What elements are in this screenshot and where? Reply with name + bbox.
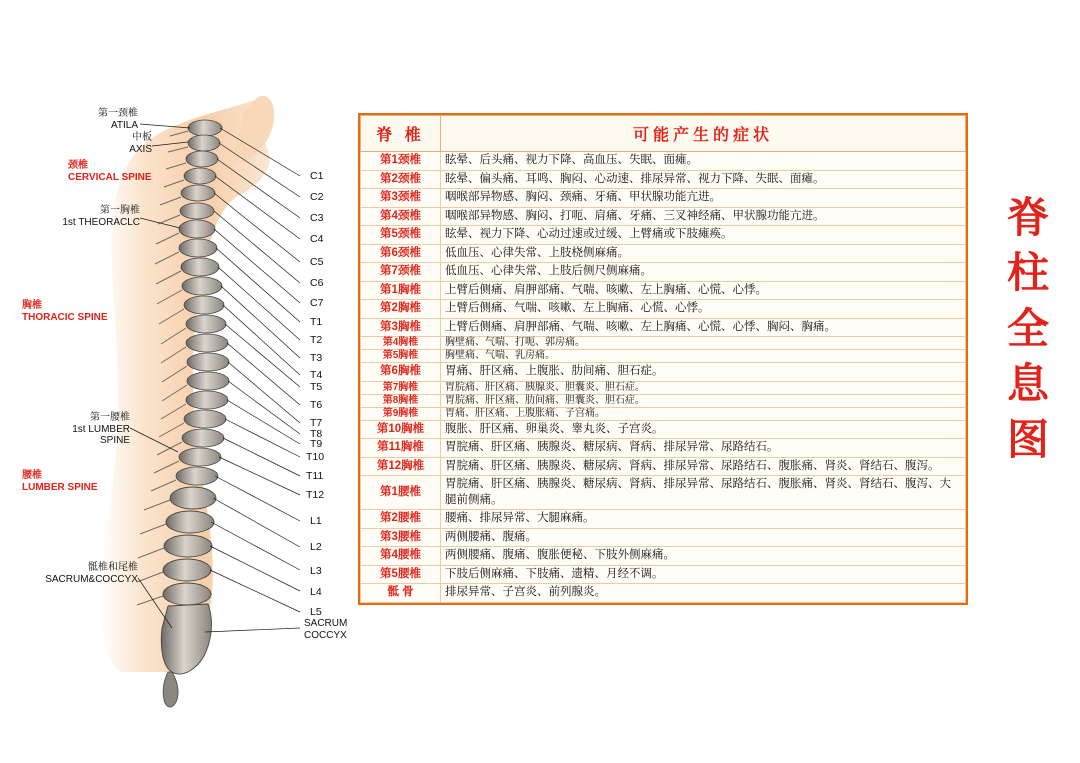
cell-vertebra: 第3颈椎 <box>361 189 441 208</box>
annotation-lumber-spine: 腰椎 LUMBER SPINE <box>22 470 98 493</box>
table-row <box>361 528 966 547</box>
vertebra-tick-c1: C1 <box>310 170 324 182</box>
vertebra-tick-t11: T11 <box>306 470 324 482</box>
table-row <box>361 263 966 282</box>
cell-vertebra: 骶 骨 <box>361 584 441 603</box>
cell-vertebra: 第6颈椎 <box>361 244 441 263</box>
vertebra-tick-c6: C6 <box>310 277 324 289</box>
cell-vertebra: 第12胸椎 <box>361 457 441 476</box>
cell-vertebra: 第2腰椎 <box>361 510 441 529</box>
cell-symptoms: 咽喉部异物感、胸闷、颈痛、牙痛、甲状腺功能亢进。 <box>441 189 966 208</box>
annotation-thoracic-spine: 胸椎 THORACIC SPINE <box>22 300 108 323</box>
cell-symptoms: 低血压、心律失常、上肢桡侧麻痛。 <box>441 244 966 263</box>
table-row <box>361 381 966 394</box>
cell-symptoms: 眩晕、偏头痛、耳鸣、胸闷、心动速、排尿异常、视力下降、失眠、面瘫。 <box>441 170 966 189</box>
table-row <box>361 337 966 350</box>
vertebra-tick-t2: T2 <box>310 334 323 346</box>
cell-vertebra: 第3胸椎 <box>361 318 441 337</box>
header-vertebra: 脊 椎 <box>361 116 441 152</box>
cell-symptoms: 咽喉部异物感、胸闷、打呃、肩痛、牙痛、三叉神经痛、甲状腺功能亢进。 <box>441 207 966 226</box>
cell-vertebra: 第5胸椎 <box>361 350 441 363</box>
vertebra-tick-c2: C2 <box>310 191 324 203</box>
vertebra-tick-l2: L2 <box>310 541 322 553</box>
cell-symptoms: 眩晕、视力下降、心动过速或过缓、上臂痛或下肢瘫痪。 <box>441 226 966 245</box>
cell-symptoms: 排尿异常、子宫炎、前列腺炎。 <box>441 584 966 603</box>
cell-symptoms: 腰痛、排尿异常、大腿麻痛。 <box>441 510 966 529</box>
vertebra-tick-c3: C3 <box>310 212 324 224</box>
cell-vertebra: 第4腰椎 <box>361 547 441 566</box>
table-row <box>361 300 966 319</box>
cell-symptoms: 胃痛、肝区痛、上腹胀痛、子宫痛。 <box>441 407 966 420</box>
table-row <box>361 407 966 420</box>
table-row <box>361 152 966 171</box>
title-char-2: 全 <box>1006 303 1049 353</box>
table-row <box>361 281 966 300</box>
cell-symptoms: 低血压、心律失常、上肢后侧尺侧麻痛。 <box>441 263 966 282</box>
poster-vertical-title <box>994 190 1062 467</box>
cell-symptoms: 上臂后侧痛、气喘、咳嗽、左上胸痛、心慌、心悸。 <box>441 300 966 319</box>
vertebra-tick-l3: L3 <box>310 565 322 577</box>
cell-vertebra: 第7胸椎 <box>361 381 441 394</box>
vertebra-tick-l4: L4 <box>310 586 322 598</box>
cell-vertebra: 第10胸椎 <box>361 420 441 439</box>
annotation-first-lumbar: 第一腰椎 1st LUMBER SPINE <box>72 412 130 446</box>
cell-vertebra: 第9胸椎 <box>361 407 441 420</box>
table-row <box>361 457 966 476</box>
cell-symptoms: 上臂后侧痛、肩胛部痛、气喘、咳嗽、左上胸痛、心慌、心悸、胸闷、胸痛。 <box>441 318 966 337</box>
annotation-axis: 中板 AXIS <box>129 132 152 155</box>
cell-vertebra: 第11胸椎 <box>361 439 441 458</box>
annotation-first-thoracic: 第一胸椎 1st THEORACLC <box>62 205 140 228</box>
cell-vertebra: 第1腰椎 <box>361 476 441 510</box>
table-row <box>361 420 966 439</box>
table-row <box>361 207 966 226</box>
annotation-sacrum-coccyx: 骶椎和尾椎 SACRUM&COCCYX <box>45 562 138 585</box>
table-row <box>361 565 966 584</box>
table-row <box>361 318 966 337</box>
title-char-3: 息 <box>1006 359 1049 409</box>
cell-vertebra: 第3腰椎 <box>361 528 441 547</box>
vertebra-tick-t12: T12 <box>306 489 325 501</box>
vertebra-tick-c7: C7 <box>310 297 324 309</box>
cell-symptoms: 胃脘痛、肝区痛、胰腺炎、糖尿病、肾病、排尿异常、尿路结石。 <box>441 439 966 458</box>
vertebra-tick-t6: T6 <box>310 399 323 411</box>
annotation-sacrum-coccyx-right: SACRUM COCCYX <box>304 618 348 641</box>
cell-symptoms: 胃脘痛、肝区痛、胰腺炎、糖尿病、肾病、排尿异常、尿路结石、腹胀痛、肾炎、肾结石、腹泻。 <box>441 457 966 476</box>
spine-symptom-table <box>358 113 968 605</box>
cell-symptoms: 胸壁痛、气喘、打呃、郭房痛。 <box>441 337 966 350</box>
vertebra-tick-l1: L1 <box>310 515 322 527</box>
cell-symptoms: 腹胀、肝区痛、卵巢炎、睾丸炎、子宫炎。 <box>441 420 966 439</box>
vertebra-tick-t1: T1 <box>310 316 323 328</box>
cell-vertebra: 第4胸椎 <box>361 337 441 350</box>
cell-vertebra: 第1胸椎 <box>361 281 441 300</box>
vertebra-tick-t5: T5 <box>310 381 323 393</box>
cell-vertebra: 第4颈椎 <box>361 207 441 226</box>
title-char-0: 脊 <box>1006 193 1049 242</box>
table-row <box>361 350 966 363</box>
vertebra-tick-t7: T7 <box>310 417 323 429</box>
cell-vertebra: 第5颈椎 <box>361 226 441 245</box>
table-row <box>361 476 966 510</box>
cell-symptoms: 眩晕、后头痛、视力下降、高血压、失眠、面瘫。 <box>441 152 966 171</box>
cell-symptoms: 胸壁痛、气喘、乳房痛。 <box>441 350 966 363</box>
table-row <box>361 394 966 407</box>
cell-vertebra: 第2颈椎 <box>361 170 441 189</box>
table-row <box>361 547 966 566</box>
cell-symptoms: 胃脘痛、肝区痛、胰腺炎、糖尿病、肾病、排尿异常、尿路结石、腹胀痛、肾炎、肾结石、腹泻、大腿前侧痛。 <box>441 476 966 510</box>
cell-symptoms: 两侧腰痛、腹痛、腹胀便秘、下肢外侧麻痛。 <box>441 547 966 566</box>
table-row <box>361 189 966 208</box>
table-row <box>361 244 966 263</box>
title-char-1: 柱 <box>1006 248 1049 298</box>
table-row <box>361 584 966 603</box>
table-row <box>361 510 966 529</box>
title-char-4: 图 <box>1006 414 1049 464</box>
cell-vertebra: 第8胸椎 <box>361 394 441 407</box>
cell-symptoms: 胃痛、肝区痛、上腹胀、肋间痛、胆石症。 <box>441 363 966 382</box>
annotation-cervical-spine: 颈椎 CERVICAL SPINE <box>68 160 152 183</box>
cell-symptoms: 两侧腰痛、腹痛。 <box>441 528 966 547</box>
vertebra-tick-t10: T10 <box>306 451 325 463</box>
table-row <box>361 439 966 458</box>
cell-vertebra: 第5腰椎 <box>361 565 441 584</box>
cell-symptoms: 胃脘痛、肝区痛、胰腺炎、胆囊炎、胆石症。 <box>441 381 966 394</box>
spine-illustration <box>0 0 350 763</box>
cell-vertebra: 第7颈椎 <box>361 263 441 282</box>
cell-symptoms: 胃脘痛、肝区痛、肋间痛、胆囊炎、胆石症。 <box>441 394 966 407</box>
vertebra-tick-c5: C5 <box>310 256 324 268</box>
table-row <box>361 170 966 189</box>
cell-vertebra: 第1颈椎 <box>361 152 441 171</box>
table-header-row <box>361 116 966 152</box>
vertebra-tick-t8: T8 <box>310 428 323 440</box>
header-symptoms: 可能产生的症状 <box>441 116 966 152</box>
annotation-atlas: 第一颈椎 ATILA <box>98 108 138 131</box>
cell-vertebra: 第6胸椎 <box>361 363 441 382</box>
cell-vertebra: 第2胸椎 <box>361 300 441 319</box>
cell-symptoms: 上臂后侧痛、肩胛部痛、气喘、咳嗽、左上胸痛、心慌、心悸。 <box>441 281 966 300</box>
vertebra-tick-c4: C4 <box>310 233 324 245</box>
anatomy-illustration-panel <box>0 0 350 763</box>
table-row <box>361 226 966 245</box>
vertebra-tick-l5: L5 <box>310 606 322 618</box>
vertebra-tick-t4: T4 <box>310 369 323 381</box>
table-row <box>361 363 966 382</box>
vertebra-tick-t3: T3 <box>310 352 323 364</box>
cell-symptoms: 下肢后侧麻痛、下肢痛、遗精、月经不调。 <box>441 565 966 584</box>
vertebra-tick-t9: T9 <box>310 438 323 450</box>
